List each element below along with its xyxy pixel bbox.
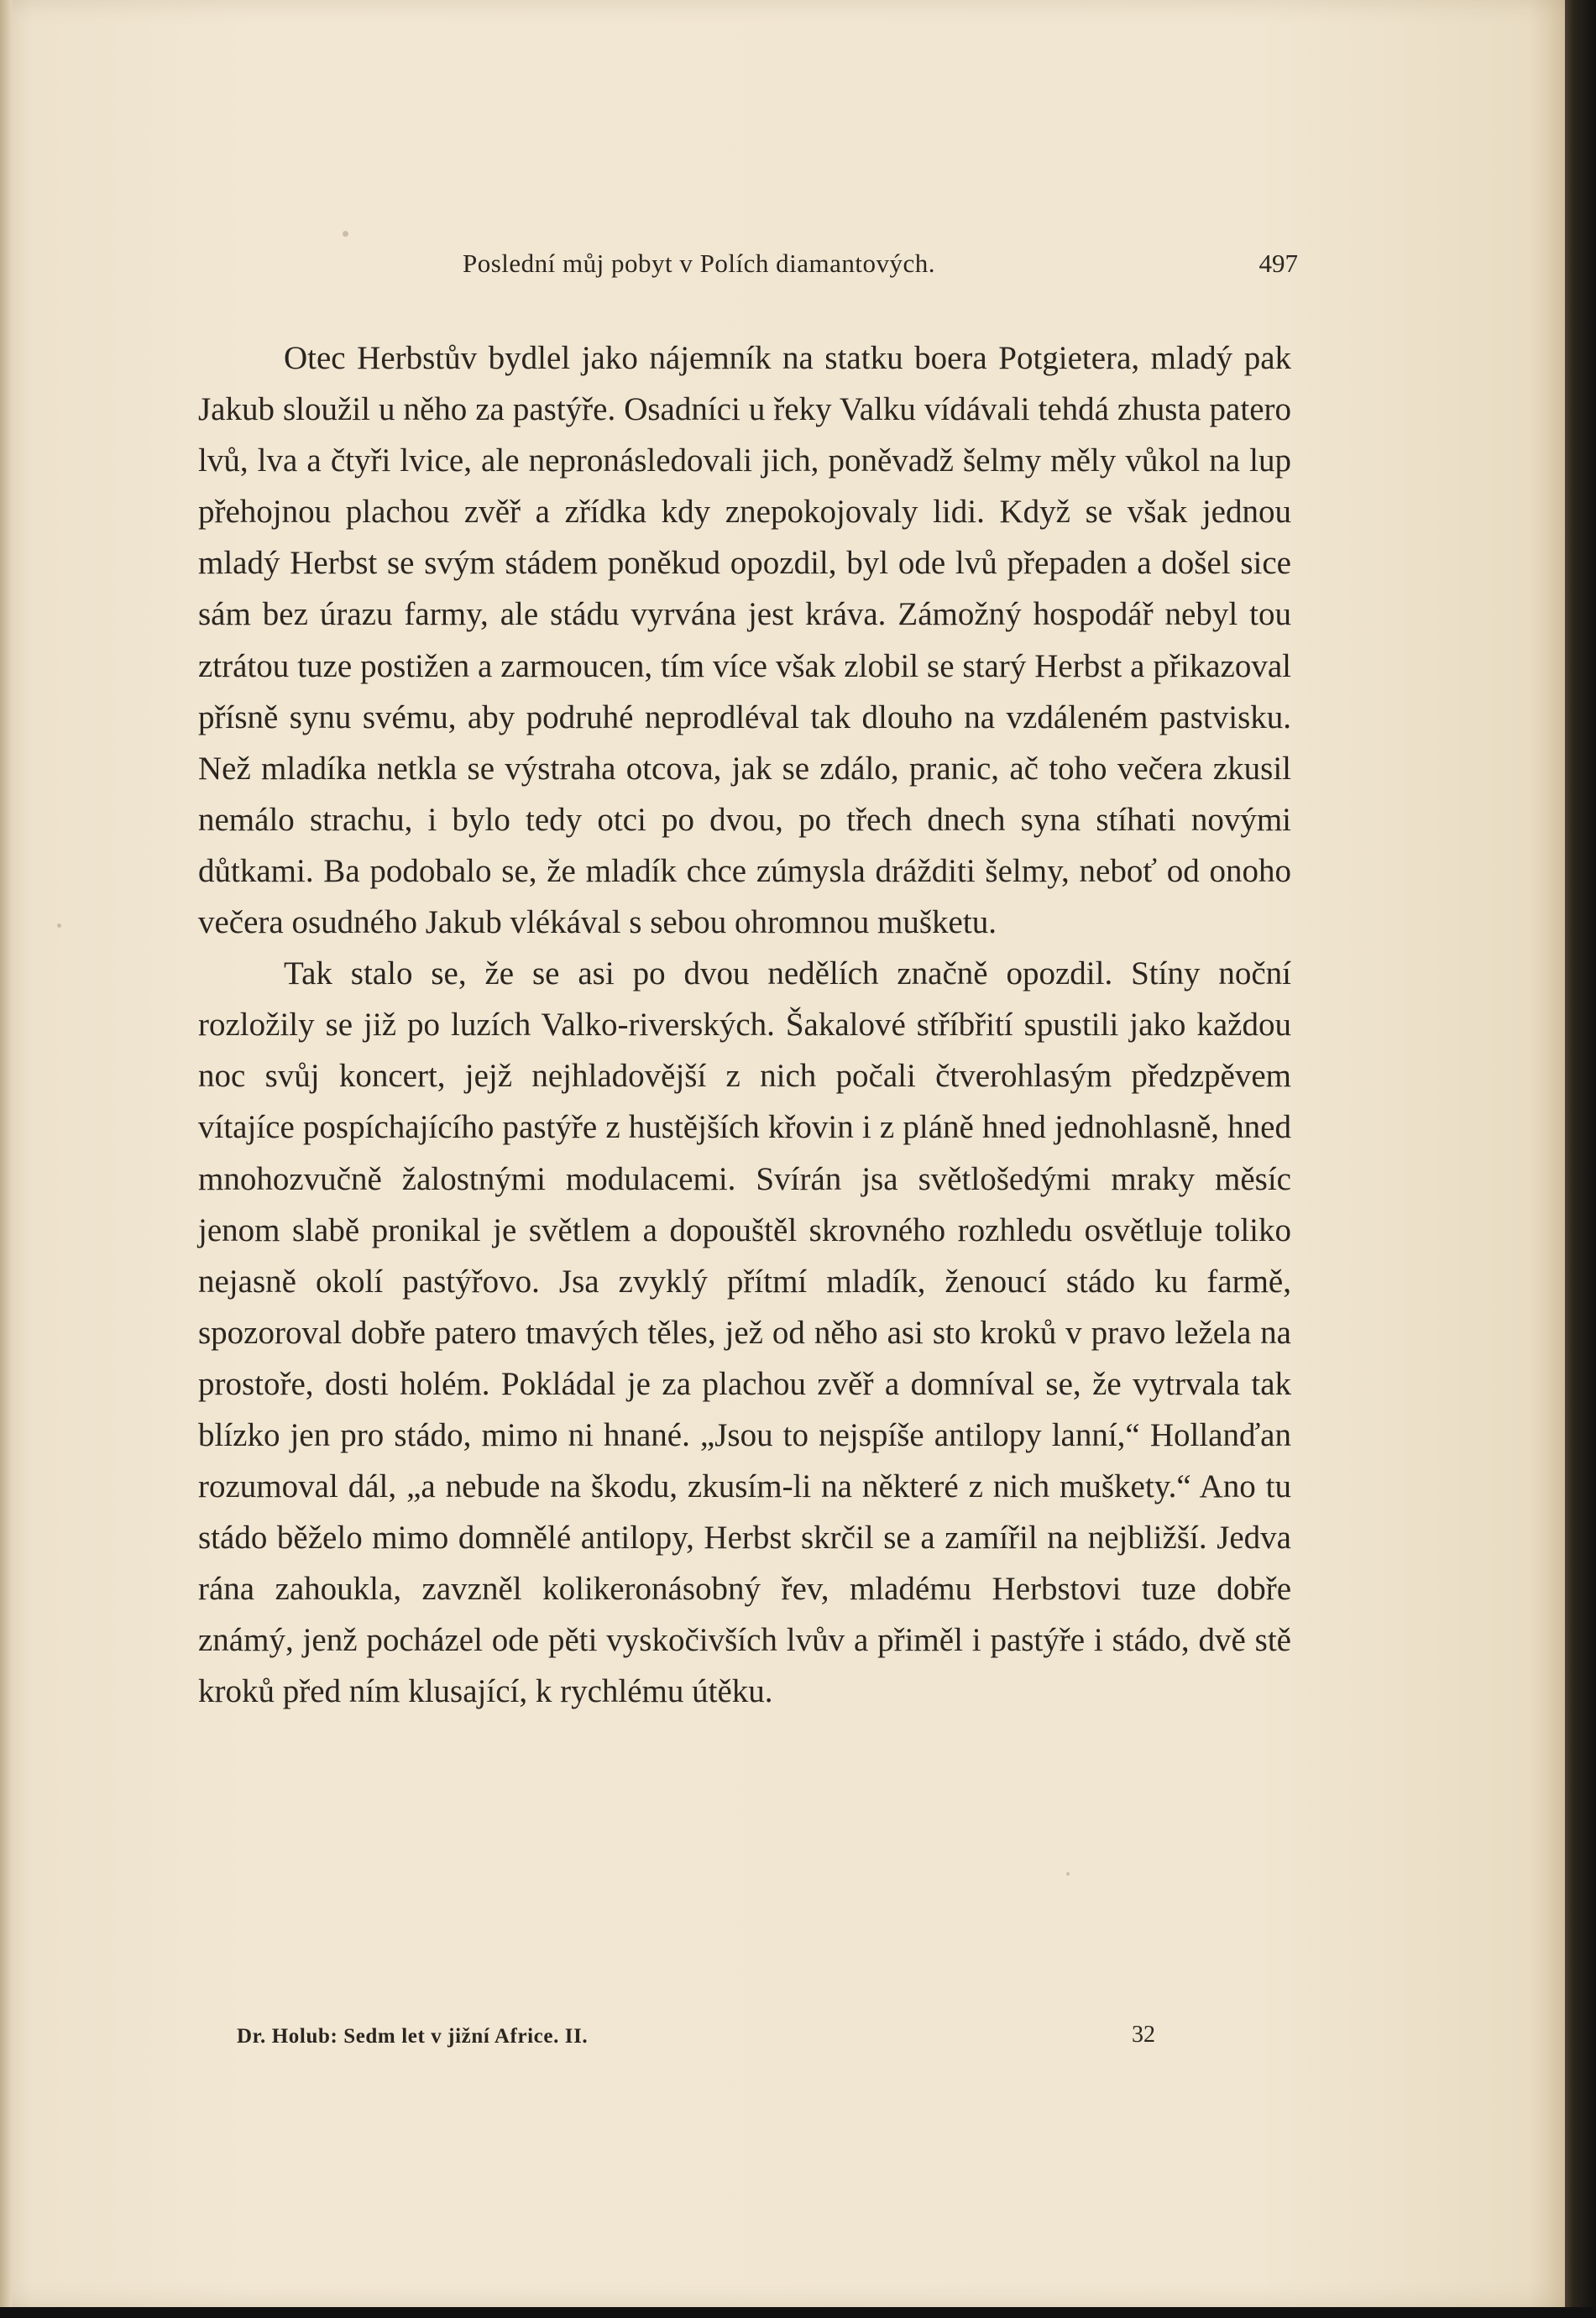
footer-citation: Dr. Holub: Sedm let v jižní Africe. II. [237, 2025, 589, 2048]
page-edge-shadow [1565, 0, 1596, 2318]
signature-mark: 32 [1132, 2022, 1155, 2048]
paper-speck [57, 924, 61, 928]
paper-speck [1066, 1872, 1070, 1876]
paragraph: Tak stalo se, že se asi po dvou nedělích značně opozdil. Stíny noční rozložily se již po luzích Valko-riverských. Šakalové stříbřití spustili jako každou noc svůj koncert, jejž nejhladovější z nich počali čtverohlasým předzpěvem vítajíce pospíchajícího pastýře z hustějších křovin i z pláně hned jednohlasně, hned mnohozvučně žalostnými modulacemi. Svírán jsa světlošedými mraky měsíc jenom slabě pronikal je světlem a dopouštěl skrovného rozhledu osvětluje toliko nejasně okolí pastýřovo. Jsa zvyklý přítmí mladík, ženoucí stádo ku farmě, spozoroval dobře patero tmavých těles, jež od něho asi sto kroků v pravo ležela na prostoře, dosti holém. Pokládal je za plachou zvěř a domníval se, že vytrvala tak blízko jen pro stádo, mimo ni hnané. „Jsou to nejspíše antilopy lanní,“ Hollanďan rozumoval dál, „a nebude na škodu, zkusím-li na některé z nich muškety.“ Ano tu stádo běželo mimo domnělé antilopy, Herbst skrčil se a zamířil na nejbližší. Jedva rána zahoukla, zavzněl kolikeronásobný řev, mladému Herbstovi tuze dobře známý, jenž pocházel ode pěti vyskočivších lvův a přiměl i pastýře i stádo, dvě stě kroků před ním klusající, k rychlému útěku. [198, 955, 1291, 1710]
running-title: Poslední můj pobyt v Polích diamantových. [463, 249, 935, 278]
body-text [198, 332, 1291, 1718]
page-number: 497 [1258, 249, 1298, 278]
paragraph: Otec Herbstův bydlel jako nájemník na statku boera Potgietera, mladý pak Jakub sloužil u něho za pastýře. Osadníci u řeky Valku vídávali tehdá zhusta patero lvů, lva a čtyři lvice, ale nepronásledovali jich, poněvadž šelmy měly vůkol na lup přehojnou plachou zvěř a zřídka kdy znepokojovaly lidi. Když se však jednou mladý Herbst se svým stádem poněkud opozdil, byl ode lvů přepaden a došel sice sám bez úrazu farmy, ale stádu vyrvána jest kráva. Zámožný hospodář nebyl tou ztrátou tuze postižen a zarmoucen, tím více však zlobil se starý Herbst a přikazoval přísně synu svému, aby podruhé neprodléval tak dlouho na vzdáleném pastvisku. Než mladíka netkla se výstraha otcova, jak se zdálo, pranic, ač toho večera zkusil nemálo strachu, i bylo tedy otci po dvou, po třech dnech syna stíhati novými důtkami. Ba podobalo se, že mladík chce zúmysla drážditi šelmy, neboť od onoho večera osudného Jakub vlékával s sebou ohromnou mušketu. [198, 340, 1291, 941]
scan-border [0, 2307, 1596, 2318]
paper-speck [343, 231, 348, 237]
running-head [198, 249, 1298, 282]
page-footer [198, 2022, 1155, 2059]
page-gutter-shadow [0, 0, 12, 2307]
